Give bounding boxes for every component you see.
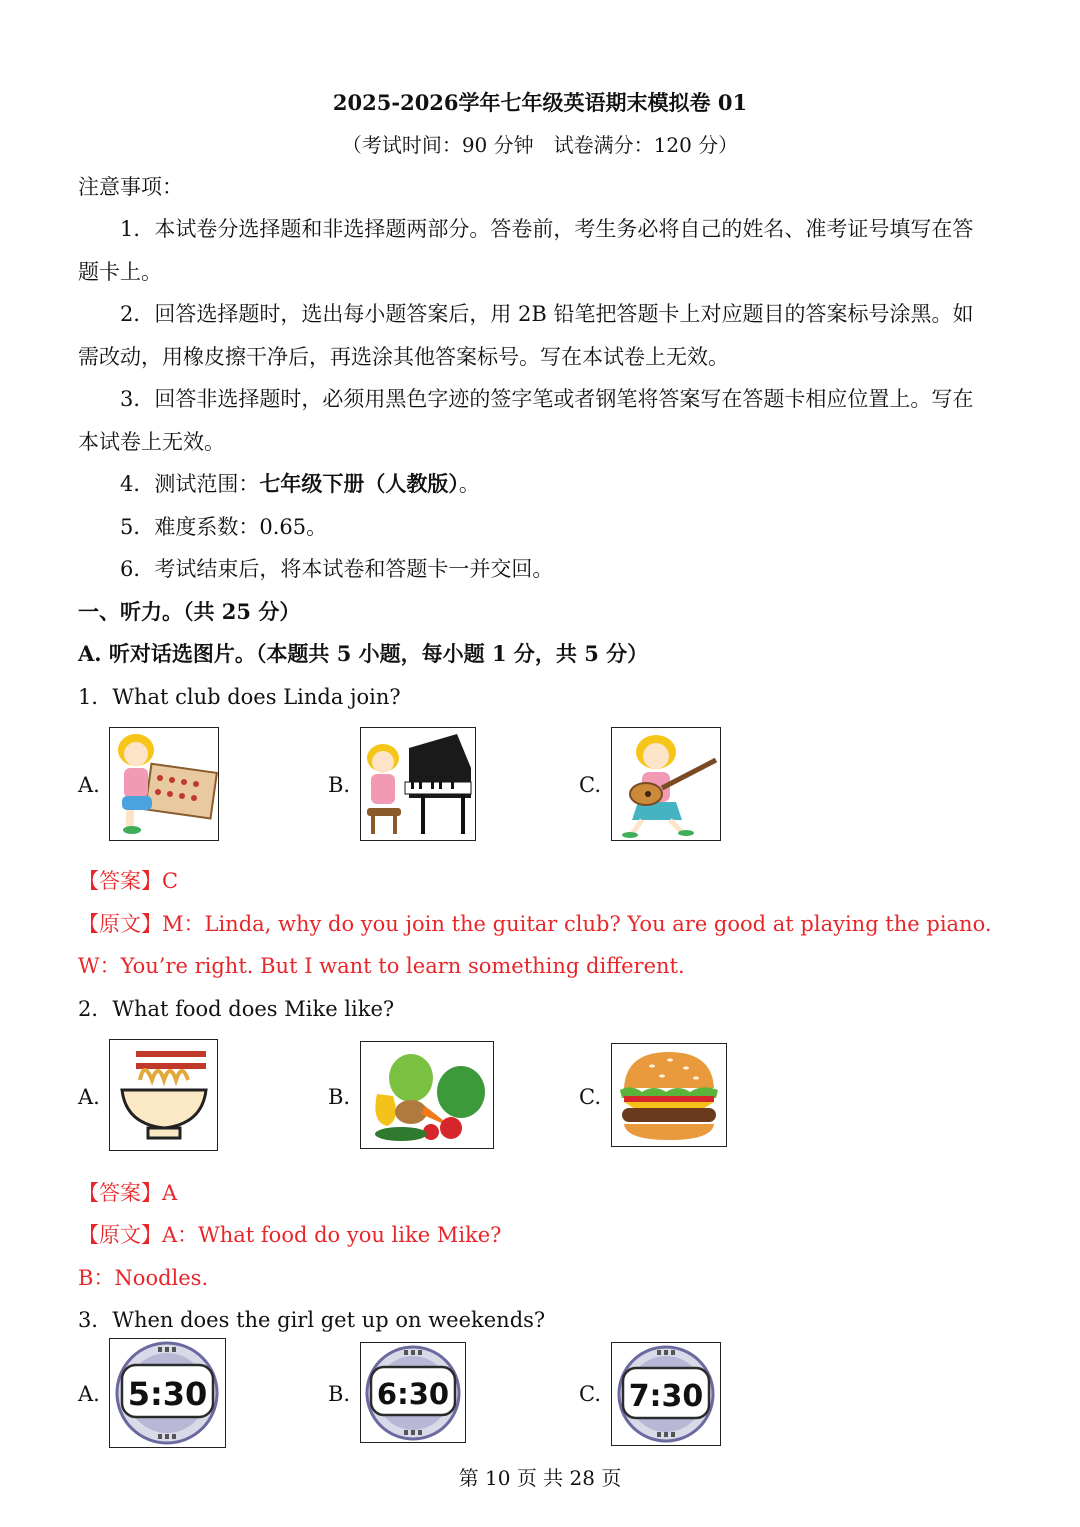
q2-option-a-label[interactable]: A. <box>78 1085 100 1109</box>
q1-answer: 【答案】C <box>78 869 179 893</box>
note-3b: 本试卷上无效。 <box>78 430 225 454</box>
girl-playing-guitar-icon <box>612 728 720 840</box>
q1-option-b-image[interactable] <box>360 727 476 841</box>
girl-playing-chess-icon <box>110 728 218 840</box>
q1-option-c-label[interactable]: C. <box>579 773 601 797</box>
note-2b: 需改动，用橡皮擦干净后，再选涂其他答案标号。写在本试卷上无效。 <box>78 345 729 369</box>
clock-time-text: 5:30 <box>127 1375 208 1413</box>
page-number: 第 10 页 共 28 页 <box>458 1466 622 1490</box>
q2-option-c-label[interactable]: C. <box>579 1085 601 1109</box>
q2-script-line-1: 【原文】A：What food do you like Mike? <box>78 1223 502 1247</box>
note-1a: 1．本试卷分选择题和非选择题两部分。答卷前，考生务必将自己的姓名、准考证号填写在答 <box>120 217 974 241</box>
question-2-stem: 2．What food does Mike like? <box>78 997 395 1021</box>
note-4-suffix: 。 <box>458 472 480 496</box>
q2-option-a-image[interactable] <box>109 1039 218 1151</box>
note-1b: 题卡上。 <box>78 260 162 284</box>
q1-option-a-image[interactable] <box>109 727 219 841</box>
q3-option-c-label[interactable]: C. <box>579 1382 601 1406</box>
q1-option-c-image[interactable] <box>611 727 721 841</box>
vegetables-icon <box>361 1042 493 1148</box>
q3-option-b-image[interactable] <box>360 1342 466 1443</box>
q3-option-c-image[interactable] <box>611 1342 721 1446</box>
clock-time-text: 7:30 <box>628 1379 704 1414</box>
question-3-stem: 3．When does the girl get up on weekends? <box>78 1308 546 1332</box>
notes-heading: 注意事项： <box>78 175 183 199</box>
q2-script-line-2: B：Noodles. <box>78 1266 209 1290</box>
note-4-scope: 七年级下册（人教版） <box>259 471 459 496</box>
q3-option-a-label[interactable]: A. <box>78 1382 100 1406</box>
girl-playing-piano-icon <box>361 728 475 840</box>
note-2a: 2．回答选择题时，选出每小题答案后，用 2B 铅笔把答题卡上对应题目的答案标号涂黑。如 <box>120 302 974 326</box>
question-1-stem: 1．What club does Linda join? <box>78 685 401 709</box>
q2-option-c-image[interactable] <box>611 1043 727 1147</box>
clock-time-text: 6:30 <box>376 1377 450 1411</box>
q3-option-b-label[interactable]: B. <box>328 1382 351 1406</box>
note-5: 5．难度系数：0.65。 <box>120 515 328 539</box>
page-title: 2025-2026学年七年级英语期末模拟卷 01 <box>332 90 748 115</box>
q3-option-a-image[interactable] <box>109 1338 226 1448</box>
q1-script-line-2: W：You’re right. But I want to learn something different. <box>78 954 685 978</box>
q1-option-b-label[interactable]: B. <box>328 773 351 797</box>
noodles-bowl-icon <box>110 1040 217 1150</box>
q1-script-line-1: 【原文】M：Linda, why do you join the guitar club? You are good at playing the piano. <box>78 912 992 936</box>
note-3a: 3．回答非选择题时，必须用黑色字迹的签字笔或者钢笔将答案写在答题卡相应位置上。写在 <box>120 387 974 411</box>
digital-clock-icon <box>361 1343 465 1442</box>
q2-answer: 【答案】A <box>78 1181 178 1205</box>
q2-option-b-image[interactable] <box>360 1041 494 1149</box>
q1-option-a-label[interactable]: A. <box>78 773 100 797</box>
digital-clock-icon <box>612 1343 720 1445</box>
exam-info: （考试时间：90 分钟 试卷满分：120 分） <box>341 133 739 157</box>
hamburger-icon <box>612 1044 726 1146</box>
note-6: 6．考试结束后，将本试卷和答题卡一并交回。 <box>120 557 554 581</box>
note-4-prefix: 4．测试范围： <box>120 472 260 496</box>
note-4 <box>120 468 480 498</box>
digital-clock-icon <box>110 1339 225 1447</box>
part-a-heading: A. 听对话选图片。（本题共 5 小题，每小题 1 分，共 5 分） <box>78 641 649 666</box>
q2-option-b-label[interactable]: B. <box>328 1085 351 1109</box>
section-heading: 一、听力。（共 25 分） <box>78 599 301 624</box>
